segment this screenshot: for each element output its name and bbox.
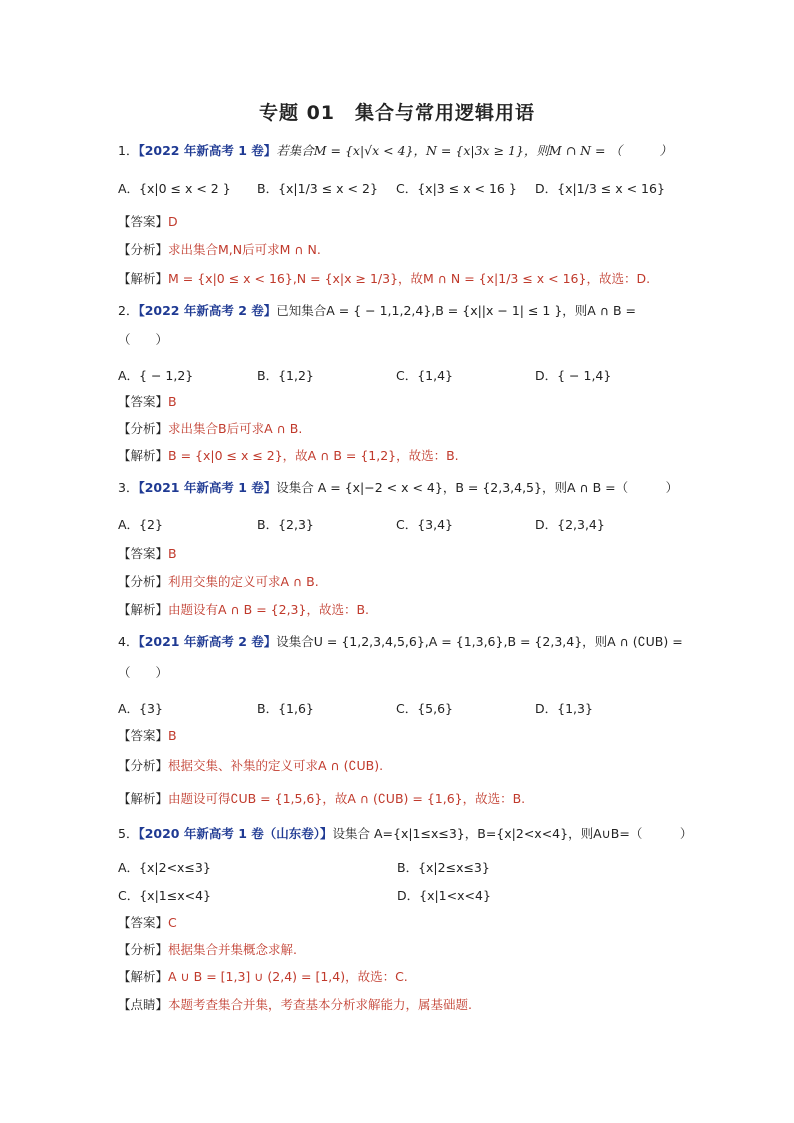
question-number: 1．: [118, 143, 139, 158]
option-d: D．{ − 1,4}: [535, 368, 612, 383]
page-title: 专题 01 集合与常用逻辑用语: [258, 102, 536, 124]
answer-value: B: [168, 546, 177, 561]
option-d: D．{x|1/3 ≤ x < 16}: [535, 181, 665, 196]
option-a: A．{ − 1,2}: [118, 368, 194, 383]
answer-tag: 【答案】: [118, 728, 169, 743]
answer-tag: 【答案】: [118, 214, 169, 229]
solution-line: [118, 601, 369, 619]
solution-tag: 【解析】: [118, 602, 169, 617]
solution-tag: 【解析】: [118, 791, 169, 806]
analysis-tag: 【分析】: [118, 942, 169, 957]
option-b: B．{x|1/3 ≤ x < 2}: [257, 181, 378, 196]
answer-line: [118, 727, 177, 745]
option-c: C．{3,4}: [396, 517, 454, 532]
analysis-tag: 【分析】: [118, 421, 169, 436]
question-text: 设集合 A={x|1≤x≤3}，B={x|2<x<4}，则A∪B=（ ）: [332, 826, 693, 841]
solution-text: A ∪ B = [1,3] ∪ (2,4) = [1,4)，故选：C.: [168, 969, 408, 984]
comment-text: 本题考查集合并集，考查基本分析求解能力，属基础题.: [168, 997, 472, 1012]
analysis-line: [118, 420, 302, 438]
question-3-stem: [118, 479, 678, 497]
option-a: A．{2}: [118, 517, 163, 532]
option-c: C．{x|1≤x<4}: [118, 888, 211, 903]
analysis-text: 根据交集、补集的定义可求A ∩ (∁UB).: [168, 758, 384, 773]
solution-tag: 【解析】: [118, 271, 169, 286]
question-source: 【2022 年新高考 1 卷】: [138, 143, 277, 158]
answer-tag: 【答案】: [118, 546, 169, 561]
answer-line: [118, 914, 177, 932]
option-d: D．{1,3}: [535, 701, 593, 716]
solution-line: [118, 447, 459, 465]
question-text: 已知集合A = { − 1,1,2,4},B = {x||x − 1| ≤ 1 }，则A ∩ B =: [276, 303, 636, 318]
analysis-text: 根据集合并集概念求解.: [168, 942, 297, 957]
comment-line: [118, 996, 472, 1014]
analysis-line: [118, 573, 319, 591]
option-c: C．{x|3 ≤ x < 16 }: [396, 181, 517, 196]
question-4-paren: （ ）: [118, 665, 169, 680]
question-text: 若集合M = {x|√x < 4}，N = {x|3x ≥ 1}，则M ∩ N = （ ）: [276, 143, 673, 158]
analysis-text: 利用交集的定义可求A ∩ B.: [168, 574, 319, 589]
option-c: C．{1,4}: [396, 368, 454, 383]
answer-line: [118, 393, 177, 411]
comment-tag: 【点睛】: [118, 997, 169, 1012]
question-5-stem: [118, 825, 692, 843]
option-b: B．{1,6}: [257, 701, 314, 716]
answer-value: D: [168, 214, 178, 229]
answer-line: [118, 545, 177, 563]
question-number: 5．: [118, 826, 139, 841]
analysis-tag: 【分析】: [118, 242, 169, 257]
option-c: C．{5,6}: [396, 701, 454, 716]
option-d: D．{2,3,4}: [535, 517, 605, 532]
analysis-tag: 【分析】: [118, 758, 169, 773]
analysis-text: 求出集合M,N后可求M ∩ N.: [168, 242, 321, 257]
solution-line: [118, 968, 408, 986]
solution-tag: 【解析】: [118, 448, 169, 463]
question-2-stem: [118, 302, 636, 320]
option-b: B．{x|2≤x≤3}: [397, 860, 490, 875]
question-source: 【2022 年新高考 2 卷】: [138, 303, 277, 318]
option-a: A．{3}: [118, 701, 163, 716]
question-1-stem: [118, 142, 672, 160]
solution-line: [118, 790, 525, 808]
question-number: 3．: [118, 480, 139, 495]
answer-value: B: [168, 728, 177, 743]
question-text: 设集合U = {1,2,3,4,5,6},A = {1,3,6},B = {2,3,4}，则A ∩ (∁UB) =: [276, 634, 683, 649]
answer-value: C: [168, 915, 177, 930]
option-d: D．{x|1<x<4}: [397, 888, 491, 903]
solution-text: 由题设可得∁UB = {1,5,6}，故A ∩ (∁UB) = {1,6}，故选：B.: [168, 791, 526, 806]
solution-text: B = {x|0 ≤ x ≤ 2}，故A ∩ B = {1,2}，故选：B.: [168, 448, 459, 463]
question-source: 【2021 年新高考 2 卷】: [138, 634, 277, 649]
option-b: B．{2,3}: [257, 517, 314, 532]
answer-value: B: [168, 394, 177, 409]
option-b: B．{1,2}: [257, 368, 314, 383]
option-a: A．{x|0 ≤ x < 2 }: [118, 181, 231, 196]
question-number: 4．: [118, 634, 139, 649]
question-2-paren: （ ）: [118, 332, 169, 347]
analysis-tag: 【分析】: [118, 574, 169, 589]
solution-line: [118, 270, 650, 288]
solution-tag: 【解析】: [118, 969, 169, 984]
answer-tag: 【答案】: [118, 394, 169, 409]
answer-line: [118, 213, 178, 231]
solution-text: 由题设有A ∩ B = {2,3}，故选：B.: [168, 602, 369, 617]
question-text: 设集合 A = {x|−2 < x < 4}，B = {2,3,4,5}，则A ∩ B =（ ）: [276, 480, 679, 495]
question-4-stem: [118, 633, 683, 651]
option-a: A．{x|2<x≤3}: [118, 860, 211, 875]
question-source: 【2020 年新高考 1 卷（山东卷）】: [138, 826, 333, 841]
question-source: 【2021 年新高考 1 卷】: [138, 480, 277, 495]
analysis-text: 求出集合B后可求A ∩ B.: [168, 421, 303, 436]
analysis-line: [118, 757, 383, 775]
analysis-line: [118, 941, 297, 959]
answer-tag: 【答案】: [118, 915, 169, 930]
solution-text: M = {x|0 ≤ x < 16},N = {x|x ≥ 1/3}，故M ∩ N = {x|1/3 ≤ x < 16}，故选：D.: [168, 271, 651, 286]
analysis-line: [118, 241, 321, 259]
question-number: 2．: [118, 303, 139, 318]
